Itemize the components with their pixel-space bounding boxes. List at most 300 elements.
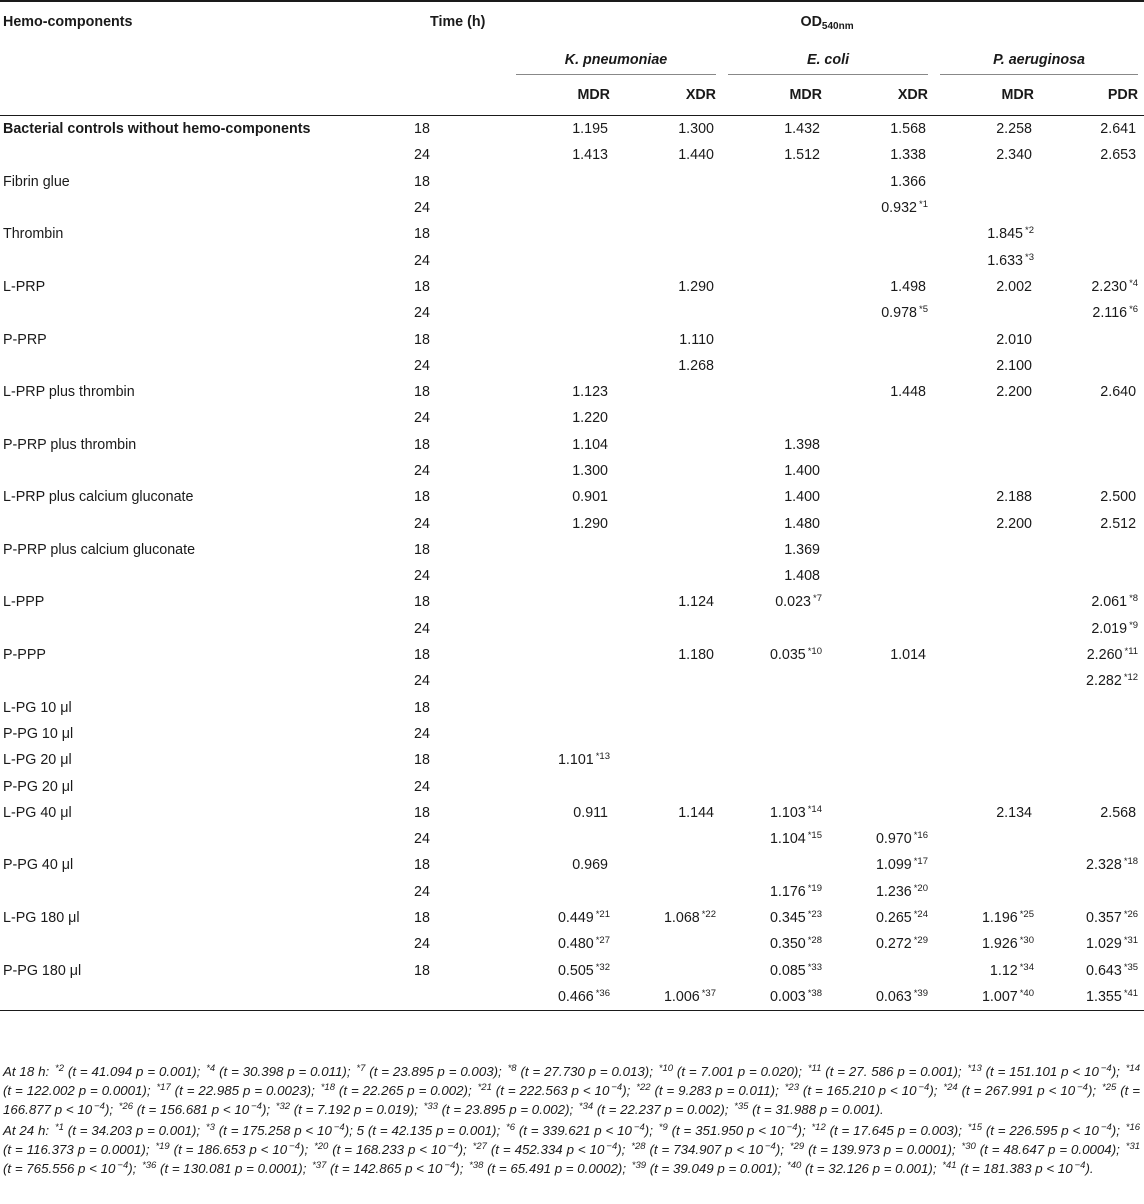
od-value: 2.010 bbox=[996, 331, 1032, 348]
od-value: 1.845 bbox=[987, 226, 1024, 243]
od-value-cell bbox=[616, 695, 722, 721]
header-od bbox=[510, 4, 1144, 45]
significance-marker: *7 bbox=[813, 593, 822, 605]
resistance-header: MDR bbox=[789, 87, 822, 103]
od-value-cell bbox=[616, 537, 722, 563]
od-value-cell bbox=[616, 721, 722, 747]
od-value: 0.480 bbox=[557, 936, 594, 953]
significance-marker: *2 bbox=[1025, 225, 1034, 237]
od-value: 0.969 bbox=[572, 857, 608, 874]
row-time: 18 bbox=[414, 541, 430, 558]
row-time: 18 bbox=[414, 331, 430, 348]
od-value-cell bbox=[828, 405, 934, 431]
od-value-cell bbox=[722, 458, 828, 484]
significance-marker: *29 bbox=[913, 935, 928, 947]
od-value: 1.448 bbox=[890, 384, 926, 401]
od-value-cell bbox=[510, 484, 616, 510]
od-value-cell bbox=[510, 458, 616, 484]
od-value: 2.002 bbox=[996, 278, 1032, 295]
od-value-cell bbox=[828, 800, 934, 826]
row-time: 24 bbox=[414, 410, 430, 427]
od-value: 1.068 bbox=[663, 910, 700, 927]
row-time: 18 bbox=[414, 489, 430, 506]
od-table bbox=[0, 4, 1144, 1017]
od-value: 1.006 bbox=[663, 988, 700, 1005]
od-value: 1.236 bbox=[875, 883, 912, 900]
row-component-label: P-PG 40 μl bbox=[3, 857, 74, 874]
od-value-cell bbox=[722, 195, 828, 221]
table-row bbox=[0, 353, 1144, 379]
od-value-cell bbox=[722, 616, 828, 642]
significance-marker: *25 bbox=[1019, 909, 1034, 921]
od-value: 1.440 bbox=[678, 147, 714, 164]
od-value-cell bbox=[1040, 984, 1144, 1011]
od-value-cell bbox=[616, 642, 722, 668]
table-row bbox=[0, 931, 1144, 957]
od-value-cell bbox=[510, 931, 616, 957]
od-value-cell bbox=[1040, 826, 1144, 852]
od-value: 1.300 bbox=[572, 463, 608, 479]
significance-marker: *38 bbox=[807, 987, 822, 999]
od-value-cell bbox=[616, 984, 722, 1011]
significance-marker: *9 bbox=[1129, 619, 1139, 631]
od-value-cell bbox=[510, 773, 616, 799]
od-value-cell bbox=[616, 616, 722, 642]
od-value-cell bbox=[934, 142, 1040, 168]
table-row bbox=[0, 958, 1144, 984]
significance-marker: *16 bbox=[913, 830, 928, 842]
od-value-cell bbox=[1040, 852, 1144, 878]
od-value-cell bbox=[616, 773, 722, 799]
od-value: 1.196 bbox=[981, 910, 1018, 927]
od-value-cell bbox=[1040, 484, 1144, 510]
od-value-cell bbox=[616, 458, 722, 484]
od-value-cell bbox=[510, 747, 616, 773]
od-value-cell bbox=[1040, 879, 1144, 905]
od-value: 0.449 bbox=[557, 910, 594, 927]
od-value-cell bbox=[828, 589, 934, 615]
significance-marker: *34 bbox=[1019, 961, 1034, 973]
significance-marker: *28 bbox=[807, 935, 822, 947]
table-row bbox=[0, 300, 1144, 326]
significance-marker: *3 bbox=[1025, 251, 1034, 263]
table-row bbox=[0, 695, 1144, 721]
row-component-label: L-PG 10 μl bbox=[3, 699, 72, 716]
od-value-cell bbox=[828, 247, 934, 273]
od-value-cell bbox=[828, 221, 934, 247]
row-component-label bbox=[0, 405, 400, 431]
od-value-cell bbox=[828, 300, 934, 326]
od-value: 1.110 bbox=[679, 331, 714, 348]
table-body bbox=[0, 116, 1144, 1011]
od-value-cell bbox=[510, 432, 616, 458]
od-value-cell bbox=[722, 484, 828, 510]
od-value-cell bbox=[1040, 405, 1144, 431]
od-value: 1.480 bbox=[784, 515, 820, 532]
row-component-label bbox=[0, 616, 400, 642]
od-value-cell bbox=[934, 195, 1040, 221]
od-value-cell bbox=[1040, 142, 1144, 168]
od-value: 0.901 bbox=[572, 489, 608, 506]
row-component-label bbox=[0, 353, 400, 379]
significance-marker: *37 bbox=[701, 987, 716, 999]
od-value-cell bbox=[934, 958, 1040, 984]
od-value-cell bbox=[828, 931, 934, 957]
row-component-label: L-PRP plus calcium gluconate bbox=[3, 489, 194, 506]
od-value-cell bbox=[828, 169, 934, 195]
od-value-cell bbox=[722, 510, 828, 536]
od-value-cell bbox=[934, 773, 1040, 799]
od-value-cell bbox=[616, 905, 722, 931]
table-row bbox=[0, 405, 1144, 431]
significance-marker: *41 bbox=[1123, 987, 1139, 999]
od-value-cell bbox=[1040, 116, 1144, 142]
od-value-cell bbox=[722, 668, 828, 694]
row-component-label bbox=[0, 668, 400, 694]
table-row bbox=[0, 116, 1144, 142]
od-value: 1.014 bbox=[890, 647, 926, 664]
table-row bbox=[0, 879, 1144, 905]
od-value-cell bbox=[828, 274, 934, 300]
od-value-cell bbox=[934, 589, 1040, 615]
od-value-cell bbox=[722, 405, 828, 431]
od-value-cell bbox=[1040, 589, 1144, 615]
od-value: 0.357 bbox=[1086, 910, 1122, 927]
od-value: 1.144 bbox=[678, 804, 714, 821]
od-value: 2.258 bbox=[996, 121, 1032, 138]
significance-marker: *17 bbox=[913, 856, 928, 868]
od-value: 2.116 bbox=[1092, 305, 1128, 322]
significance-marker: *4 bbox=[1129, 277, 1139, 289]
od-value-cell bbox=[828, 537, 934, 563]
significance-marker: *18 bbox=[1123, 856, 1139, 868]
od-value: 2.653 bbox=[1100, 147, 1137, 164]
od-value: 0.466 bbox=[557, 988, 594, 1005]
od-value-cell bbox=[616, 510, 722, 536]
row-component-label bbox=[0, 879, 400, 905]
od-value-cell bbox=[828, 984, 934, 1011]
row-time: 24 bbox=[414, 200, 430, 217]
od-value: 0.643 bbox=[1086, 962, 1122, 979]
od-value-cell bbox=[510, 905, 616, 931]
od-value: 0.970 bbox=[875, 831, 912, 848]
row-component-label bbox=[0, 563, 400, 589]
od-value-cell bbox=[934, 721, 1040, 747]
row-component-label: Fibrin glue bbox=[3, 173, 70, 190]
significance-marker: *19 bbox=[807, 882, 822, 894]
od-value-cell bbox=[510, 142, 616, 168]
od-value: 1.355 bbox=[1086, 988, 1122, 1005]
od-value: 2.641 bbox=[1100, 121, 1137, 138]
od-value: 0.085 bbox=[769, 962, 806, 979]
od-value-cell bbox=[722, 221, 828, 247]
od-value: 1.124 bbox=[678, 594, 714, 611]
od-value-cell bbox=[934, 326, 1040, 352]
od-value-cell bbox=[934, 879, 1040, 905]
od-value-cell bbox=[616, 247, 722, 273]
od-value-cell bbox=[828, 195, 934, 221]
od-value-cell bbox=[722, 247, 828, 273]
od-value-cell bbox=[722, 274, 828, 300]
od-value: 1.498 bbox=[890, 278, 926, 295]
od-value: 1.633 bbox=[987, 252, 1024, 269]
od-value-cell bbox=[828, 563, 934, 589]
od-value-cell bbox=[934, 931, 1040, 957]
significance-marker: *12 bbox=[1123, 672, 1139, 684]
od-value: 2.282 bbox=[1086, 673, 1122, 690]
od-value-cell bbox=[828, 432, 934, 458]
od-value-cell bbox=[1040, 195, 1144, 221]
od-value-cell bbox=[934, 405, 1040, 431]
od-value: 2.230 bbox=[1091, 278, 1128, 295]
od-value-cell bbox=[616, 195, 722, 221]
od-value-cell bbox=[722, 432, 828, 458]
od-value-cell bbox=[1040, 221, 1144, 247]
significance-marker: *27 bbox=[595, 935, 610, 947]
od-value-cell bbox=[510, 116, 616, 142]
od-value: 1.104 bbox=[572, 436, 608, 453]
row-time: 18 bbox=[414, 436, 430, 453]
od-value-cell bbox=[828, 642, 934, 668]
significance-marker: *6 bbox=[1129, 304, 1139, 316]
od-value-cell bbox=[616, 221, 722, 247]
od-value: 1.512 bbox=[784, 147, 820, 164]
od-value-cell bbox=[510, 958, 616, 984]
table-row bbox=[0, 616, 1144, 642]
row-time: 24 bbox=[414, 357, 430, 374]
row-component-label: P-PG 180 μl bbox=[3, 962, 82, 979]
od-value: 2.100 bbox=[996, 357, 1032, 374]
od-value: 0.272 bbox=[875, 936, 912, 953]
header-time: Time (h) bbox=[430, 14, 486, 30]
row-component-label bbox=[0, 247, 400, 273]
od-value: 1.400 bbox=[784, 463, 820, 479]
significance-marker: *14 bbox=[807, 803, 822, 815]
od-value: 0.265 bbox=[875, 910, 912, 927]
row-time: 24 bbox=[414, 463, 430, 479]
significance-marker: *22 bbox=[701, 909, 716, 921]
od-value-cell bbox=[510, 879, 616, 905]
od-value-cell bbox=[934, 169, 1040, 195]
od-value-cell bbox=[934, 800, 1040, 826]
significance-marker: *36 bbox=[595, 987, 610, 999]
od-value: 0.345 bbox=[769, 910, 806, 927]
od-value-cell bbox=[616, 116, 722, 142]
od-value-cell bbox=[1040, 432, 1144, 458]
od-value-cell bbox=[722, 589, 828, 615]
od-main: OD bbox=[800, 14, 822, 30]
od-value: 2.134 bbox=[996, 804, 1032, 821]
row-component-label bbox=[0, 142, 400, 168]
od-value-cell bbox=[616, 405, 722, 431]
table-row bbox=[0, 589, 1144, 615]
od-value: 2.512 bbox=[1100, 515, 1137, 532]
od-value-cell bbox=[616, 852, 722, 878]
table-row bbox=[0, 721, 1144, 747]
od-value-cell bbox=[722, 353, 828, 379]
significance-marker: *26 bbox=[1123, 909, 1139, 921]
od-value-cell bbox=[510, 984, 616, 1011]
od-value-cell bbox=[616, 353, 722, 379]
od-value-cell bbox=[934, 484, 1040, 510]
od-value: 1.568 bbox=[890, 121, 926, 138]
row-component-label: P-PPP bbox=[3, 647, 46, 664]
significance-marker: *40 bbox=[1019, 987, 1034, 999]
table-row bbox=[0, 773, 1144, 799]
od-value-cell bbox=[828, 379, 934, 405]
od-value-cell bbox=[616, 326, 722, 352]
od-value-cell bbox=[1040, 773, 1144, 799]
od-value-cell bbox=[616, 589, 722, 615]
row-time: 24 bbox=[414, 305, 430, 322]
od-value-cell bbox=[1040, 300, 1144, 326]
od-value-cell bbox=[722, 326, 828, 352]
od-value-cell bbox=[934, 695, 1040, 721]
od-value-cell bbox=[934, 826, 1040, 852]
od-value: 1.101 bbox=[557, 752, 594, 769]
od-value-cell bbox=[828, 695, 934, 721]
od-value-cell bbox=[616, 142, 722, 168]
row-component-label: L-PRP bbox=[3, 278, 46, 295]
row-time: 18 bbox=[414, 384, 430, 401]
table-row bbox=[0, 195, 1144, 221]
od-value-cell bbox=[1040, 169, 1144, 195]
od-value: 1.366 bbox=[890, 173, 926, 190]
od-value: 1.369 bbox=[784, 541, 820, 558]
od-value-cell bbox=[510, 826, 616, 852]
table-row bbox=[0, 379, 1144, 405]
od-value-cell bbox=[828, 326, 934, 352]
row-time: 18 bbox=[414, 752, 430, 769]
od-value-cell bbox=[828, 773, 934, 799]
row-component-label: P-PG 10 μl bbox=[3, 725, 74, 742]
od-value-cell bbox=[828, 721, 934, 747]
significance-marker: *21 bbox=[595, 909, 610, 921]
od-value-cell bbox=[616, 668, 722, 694]
table-row bbox=[0, 800, 1144, 826]
od-value-cell bbox=[1040, 800, 1144, 826]
od-value-cell bbox=[510, 379, 616, 405]
row-component-label: P-PRP plus thrombin bbox=[3, 436, 137, 453]
resistance-header: PDR bbox=[1107, 87, 1139, 103]
od-value: 0.978 bbox=[881, 305, 918, 322]
od-value-cell bbox=[510, 195, 616, 221]
od-value-cell bbox=[510, 589, 616, 615]
od-value: 1.398 bbox=[784, 436, 820, 453]
row-component-label bbox=[0, 510, 400, 536]
species-header: P. aeruginosa bbox=[934, 45, 1144, 75]
od-value-cell bbox=[934, 116, 1040, 142]
od-value-cell bbox=[510, 563, 616, 589]
row-time: 18 bbox=[414, 962, 430, 979]
row-time: 18 bbox=[414, 647, 430, 664]
od-value-cell bbox=[722, 958, 828, 984]
od-value-cell bbox=[828, 116, 934, 142]
od-value: 2.019 bbox=[1091, 620, 1128, 637]
od-value: 1.176 bbox=[769, 883, 806, 900]
od-value-cell bbox=[1040, 642, 1144, 668]
row-component-label: L-PG 40 μl bbox=[3, 804, 72, 821]
top-rule bbox=[0, 0, 1144, 2]
row-time: 24 bbox=[414, 936, 430, 953]
table-row bbox=[0, 563, 1144, 589]
od-value-cell bbox=[934, 616, 1040, 642]
od-value-cell bbox=[1040, 537, 1144, 563]
od-value-cell bbox=[934, 747, 1040, 773]
od-value: 1.12 bbox=[989, 962, 1018, 979]
row-component-label bbox=[0, 826, 400, 852]
od-subscript: 540nm bbox=[821, 21, 854, 32]
od-value-cell bbox=[510, 326, 616, 352]
row-time: 24 bbox=[414, 831, 430, 848]
table-row bbox=[0, 826, 1144, 852]
row-component-label bbox=[0, 984, 400, 1011]
row-time: 18 bbox=[414, 278, 430, 295]
table-header bbox=[0, 4, 1144, 116]
od-value-cell bbox=[934, 852, 1040, 878]
od-value-cell bbox=[1040, 379, 1144, 405]
footnote-18h: At 18 h: $^{*2}$ (t = 41.094 p = 0.001); $^{*4}$ (t = 30.398 p = 0.011); $^{*7}$ (t = 23.895 p = 0.003); $^{*8}$ (t = 27.730 p = 0.013); $^{*10}$ (t = 7.001 p = 0.020); $^{*11}$ (t = 27. 586 p = 0.001); $^{*13}$ (t = 151.101 p < 10 $^{-4}$); $^{*14}$ (t = 122.002 p = 0.0001); $^{*17}$ (t = 22.985 p = 0.0023); $^{*18}$ (t = 22.265 p = 0.002); $^{*21}$ (t = 222.563 p < 10 $^{-4}$); $^{*22}$ (t = 9.283 p = 0.011); $^{*23}$ (t = 165.210 p < 10 $^{-4}$); $^{*24}$ (t = 267.991 p < 10 $^{-4}$); $^{*25}$ (t = 166.877 p < 10 $^{-4}$); $^{*26}$ (t = 156.681 p < 10 $^{-4}$); $^{*32}$ (t = 7.192 p = 0.019); $^{*33}$ (t = 23.895 p = 0.002); $^{*34}$ (t = 22.237 p = 0.002); $^{*35}$ (t = 31.988 p = 0.001). bbox=[3, 1063, 1141, 1118]
od-value: 1.400 bbox=[784, 489, 820, 506]
od-value-cell bbox=[1040, 247, 1144, 273]
row-time: 18 bbox=[414, 804, 430, 821]
od-value-cell bbox=[1040, 958, 1144, 984]
row-component-label: L-PG 180 μl bbox=[3, 910, 80, 927]
species-header: K. pneumoniae bbox=[510, 45, 722, 75]
od-value-cell bbox=[616, 800, 722, 826]
od-value-cell bbox=[616, 747, 722, 773]
od-value: 1.103 bbox=[769, 804, 806, 821]
footnotes bbox=[3, 1062, 1140, 1179]
od-value: 0.003 bbox=[769, 988, 806, 1005]
significance-marker: *23 bbox=[807, 909, 822, 921]
od-value-cell bbox=[828, 747, 934, 773]
row-time: 24 bbox=[414, 725, 430, 742]
od-value-cell bbox=[510, 169, 616, 195]
od-value-cell bbox=[510, 642, 616, 668]
od-value-cell bbox=[1040, 721, 1144, 747]
row-time: 18 bbox=[414, 121, 430, 138]
od-value-cell bbox=[616, 826, 722, 852]
row-time: 18 bbox=[414, 226, 430, 243]
od-value: 0.035 bbox=[769, 647, 806, 664]
significance-marker: *24 bbox=[913, 909, 928, 921]
od-value: 1.104 bbox=[769, 831, 806, 848]
od-value-cell bbox=[510, 353, 616, 379]
od-value: 1.123 bbox=[572, 384, 608, 401]
row-time: 24 bbox=[414, 620, 430, 637]
row-time: 18 bbox=[414, 699, 430, 716]
od-value-cell bbox=[722, 984, 828, 1011]
table-row bbox=[0, 668, 1144, 694]
od-value: 0.023 bbox=[775, 594, 812, 611]
significance-marker: *5 bbox=[919, 304, 928, 316]
od-value-cell bbox=[510, 221, 616, 247]
od-value-cell bbox=[510, 852, 616, 878]
significance-marker: *31 bbox=[1123, 935, 1139, 947]
od-value: 2.328 bbox=[1086, 857, 1122, 874]
od-value-cell bbox=[1040, 326, 1144, 352]
od-value-cell bbox=[1040, 668, 1144, 694]
od-value-cell bbox=[510, 274, 616, 300]
significance-marker: *20 bbox=[913, 882, 928, 894]
od-value-cell bbox=[1040, 510, 1144, 536]
row-component-label: P-PG 20 μl bbox=[3, 778, 74, 795]
row-component-label: P-PRP bbox=[3, 331, 47, 348]
table-row bbox=[0, 169, 1144, 195]
od-value-cell bbox=[828, 852, 934, 878]
row-component-label bbox=[0, 195, 400, 221]
